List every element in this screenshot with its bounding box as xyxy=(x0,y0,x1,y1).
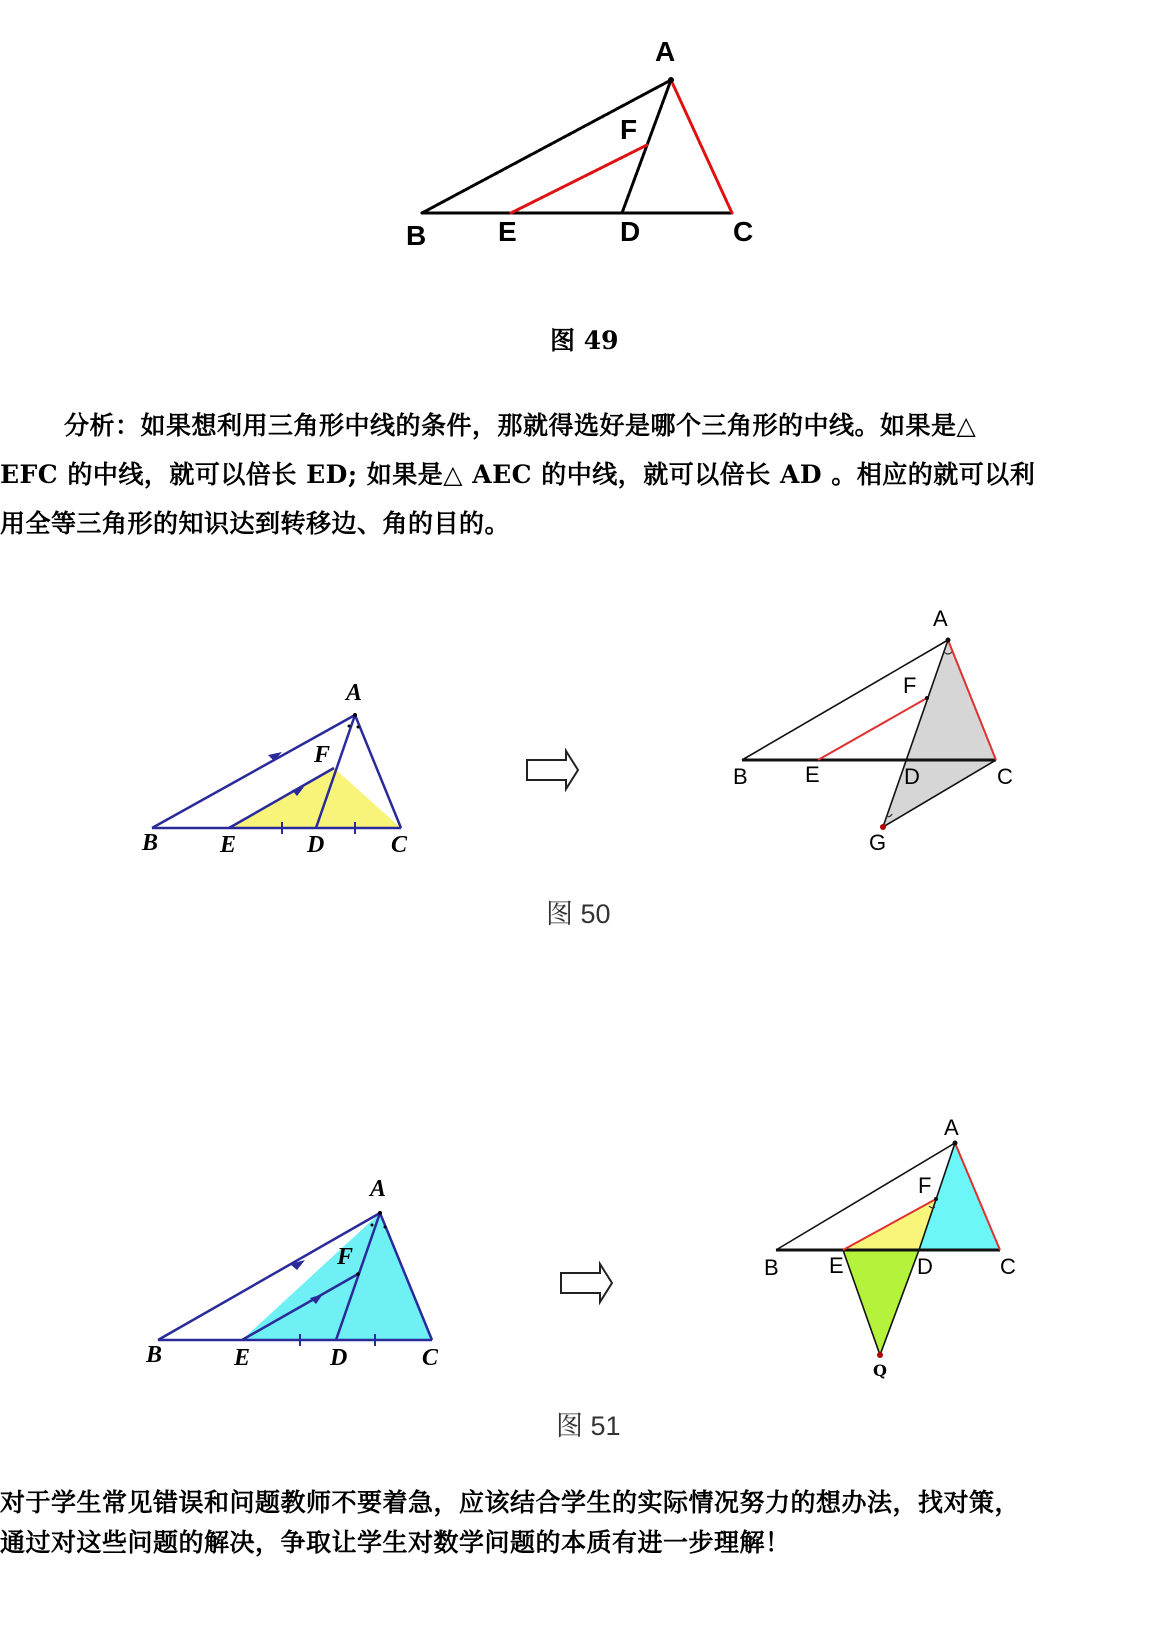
right-label-B: B xyxy=(733,764,748,789)
figure-50-caption: 图 50 xyxy=(546,899,611,929)
label-B: B xyxy=(406,220,427,251)
conclusion-paragraph xyxy=(0,1483,1153,1563)
left-label-E: E xyxy=(234,1345,251,1371)
figure-49-caption: 图 49 xyxy=(550,326,619,355)
left-label-C: C xyxy=(422,1345,439,1371)
analysis-line-1: 分析：如果想利用三角形中线的条件，那就得选好是哪个三角形的中线。如果是△ xyxy=(64,411,977,440)
left-label-D: D xyxy=(307,832,325,858)
right-label-E: E xyxy=(829,1253,844,1278)
right-label-A: A xyxy=(944,1115,959,1140)
left-label-B: B xyxy=(142,830,159,856)
right-label-E: E xyxy=(805,762,820,787)
right-label-F: F xyxy=(903,673,917,698)
right-label-Q: Q xyxy=(873,1361,887,1380)
left-label-C: C xyxy=(391,832,408,858)
right-label-B: B xyxy=(764,1255,779,1280)
right-label-D: D xyxy=(904,764,920,789)
label-D: D xyxy=(620,216,641,247)
left-label-A: A xyxy=(370,1176,387,1202)
right-label-C: C xyxy=(1000,1254,1016,1279)
analysis-line-2: EFC 的中线，就可以倍长 ED; 如果是△ AEC 的中线，就可以倍长 AD 。相应的就可以利 xyxy=(0,460,1036,489)
left-label-F: F xyxy=(314,742,331,768)
conclusion-line-1: 对于学生常见错误和问题教师不要着急，应该结合学生的实际情况努力的想办法，找对策， xyxy=(0,1488,1021,1517)
analysis-line-3: 用全等三角形的知识达到转移边、角的目的。 xyxy=(0,509,511,538)
label-A: A xyxy=(655,36,676,67)
right-label-A: A xyxy=(933,606,948,631)
right-label-D: D xyxy=(917,1254,933,1279)
right-label-F: F xyxy=(918,1173,932,1198)
right-label-C: C xyxy=(997,764,1013,789)
label-C: C xyxy=(733,216,754,247)
label-E: E xyxy=(498,216,517,247)
left-label-D: D xyxy=(330,1345,348,1371)
left-label-A: A xyxy=(346,680,363,706)
left-label-E: E xyxy=(220,832,237,858)
label-F: F xyxy=(620,114,638,145)
figure-51-caption: 图 51 xyxy=(556,1411,621,1441)
right-label-G: G xyxy=(869,830,887,855)
conclusion-line-2: 通过对这些问题的解决，争取让学生对数学问题的本质有进一步理解！ xyxy=(0,1528,791,1557)
left-label-F: F xyxy=(337,1244,354,1270)
left-label-B: B xyxy=(146,1342,163,1368)
